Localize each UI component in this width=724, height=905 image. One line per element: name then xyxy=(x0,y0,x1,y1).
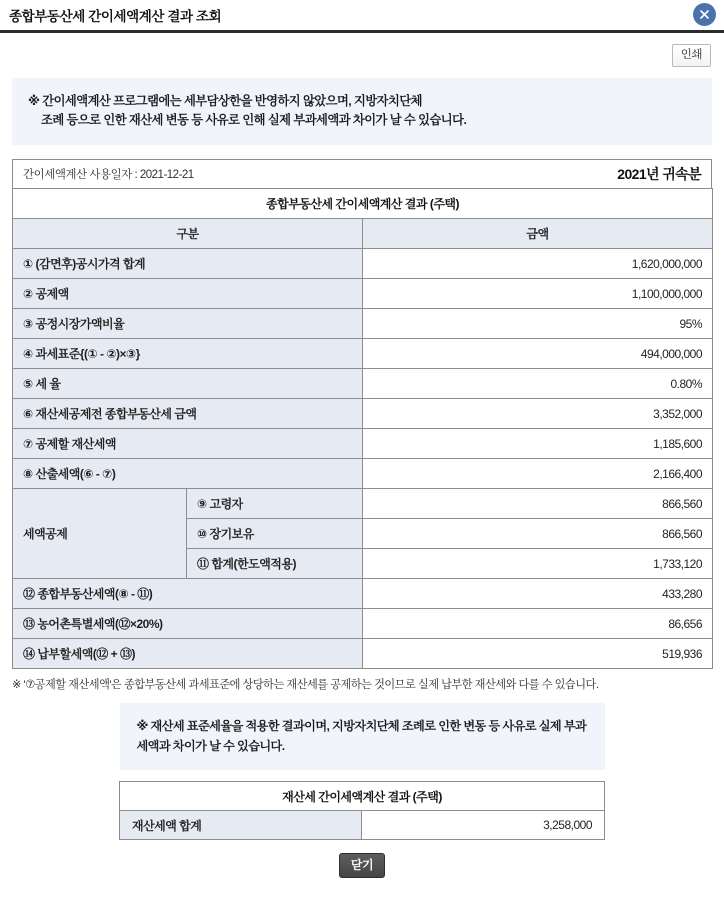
row-label: ⑥ 재산세공제전 종합부동산세 금액 xyxy=(13,399,363,429)
table-row xyxy=(13,429,713,459)
row-value: 1,620,000,000 xyxy=(363,249,713,279)
footnote-text: ※ '⑦공제할 재산세액'은 종합부동산세 과세표준에 상당하는 재산세를 공제하는 것이므로 실제 납부한 재산세와 다를 수 있습니다. xyxy=(12,679,599,691)
row-value: 86,656 xyxy=(363,609,713,639)
row-label: ⑭ 납부할세액(⑫ + ⑬) xyxy=(13,639,363,669)
row-value: 519,936 xyxy=(363,639,713,669)
row-value: 95% xyxy=(363,309,713,339)
table-row xyxy=(13,249,713,279)
page-title: 종합부동산세 간이세액계산 결과 조회 xyxy=(9,9,222,24)
row-value: 0.80% xyxy=(363,369,713,399)
top-notice-line-2: 조례 등으로 인한 재산세 변동 등 사유로 인해 실제 부과세액과 차이가 날 수 있습니다. xyxy=(41,113,467,127)
row-label: ⑩ 장기보유 xyxy=(187,519,363,549)
main-table-title: 종합부동산세 간이세액계산 결과 (주택) xyxy=(13,189,713,219)
row-value: 494,000,000 xyxy=(363,339,713,369)
bottom-notice-line-2: 세액과 차이가 날 수 있습니다. xyxy=(136,739,285,753)
row-value: 866,560 xyxy=(363,519,713,549)
top-notice-banner xyxy=(12,78,712,145)
row-value: 1,185,600 xyxy=(363,429,713,459)
credit-group-label: 세액공제 xyxy=(13,489,187,579)
table-row xyxy=(13,459,713,489)
print-button[interactable]: 인쇄 xyxy=(672,44,711,67)
table-row xyxy=(13,279,713,309)
row-value: 866,560 xyxy=(363,489,713,519)
table-title-row xyxy=(13,189,713,219)
row-value: 1,100,000,000 xyxy=(363,279,713,309)
row-value: 3,352,000 xyxy=(363,399,713,429)
row-value: 433,280 xyxy=(363,579,713,609)
table-row xyxy=(13,369,713,399)
row-label: ⑧ 산출세액(⑥ - ⑦) xyxy=(13,459,363,489)
row-label: ④ 과세표준{(① - ②)×③} xyxy=(13,339,363,369)
column-header-amount: 금액 xyxy=(363,219,713,249)
table-row xyxy=(13,339,713,369)
row-label: 재산세액 합계 xyxy=(119,811,361,840)
table-header-row xyxy=(13,219,713,249)
row-value: 2,166,400 xyxy=(363,459,713,489)
row-label: ① (감면후)공시가격 합계 xyxy=(13,249,363,279)
row-value: 1,733,120 xyxy=(363,549,713,579)
row-label: ⑤ 세 율 xyxy=(13,369,363,399)
close-x-icon xyxy=(699,9,710,20)
close-dialog-button[interactable]: 닫기 xyxy=(339,853,385,878)
table-row xyxy=(13,309,713,339)
dialog-titlebar xyxy=(0,0,724,33)
bottom-notice-banner xyxy=(120,703,605,770)
top-notice-line-1: ※ 간이세액계산 프로그램에는 세부담상한을 반영하지 않았으며, 지방자치단체 xyxy=(28,94,422,108)
table-row xyxy=(13,579,713,609)
fiscal-year-label: 2021년 귀속분 xyxy=(617,166,701,182)
row-label: ⑦ 공제할 재산세액 xyxy=(13,429,363,459)
property-tax-result-table xyxy=(119,781,605,840)
prop-title-row xyxy=(119,782,604,811)
meta-strip xyxy=(12,159,712,188)
toolbar xyxy=(0,33,724,78)
table-row xyxy=(119,811,604,840)
row-label: ⑪ 합계(한도액적용) xyxy=(187,549,363,579)
close-button[interactable] xyxy=(693,3,716,26)
row-label: ⑬ 농어촌특별세액(⑫×20%) xyxy=(13,609,363,639)
row-value: 3,258,000 xyxy=(361,811,604,840)
comprehensive-tax-result-table xyxy=(12,188,713,669)
row-label: ② 공제액 xyxy=(13,279,363,309)
table-row-credit xyxy=(13,489,713,519)
row-label: ⑫ 종합부동산세액(⑧ - ⑪) xyxy=(13,579,363,609)
row-label: ③ 공정시장가액비율 xyxy=(13,309,363,339)
column-header-category: 구분 xyxy=(13,219,363,249)
use-date-label: 간이세액계산 사용일자 : 2021-12-21 xyxy=(23,169,194,181)
bottom-notice-line-1: ※ 재산세 표준세율을 적용한 결과이며, 지방자치단체 조례로 인한 변동 등 사유로 실제 부과 xyxy=(136,719,587,733)
row-label: ⑨ 고령자 xyxy=(187,489,363,519)
bottom-action-bar xyxy=(0,853,724,878)
property-table-title: 재산세 간이세액계산 결과 (주택) xyxy=(119,782,604,811)
table-row xyxy=(13,639,713,669)
table-row xyxy=(13,609,713,639)
table-row xyxy=(13,399,713,429)
